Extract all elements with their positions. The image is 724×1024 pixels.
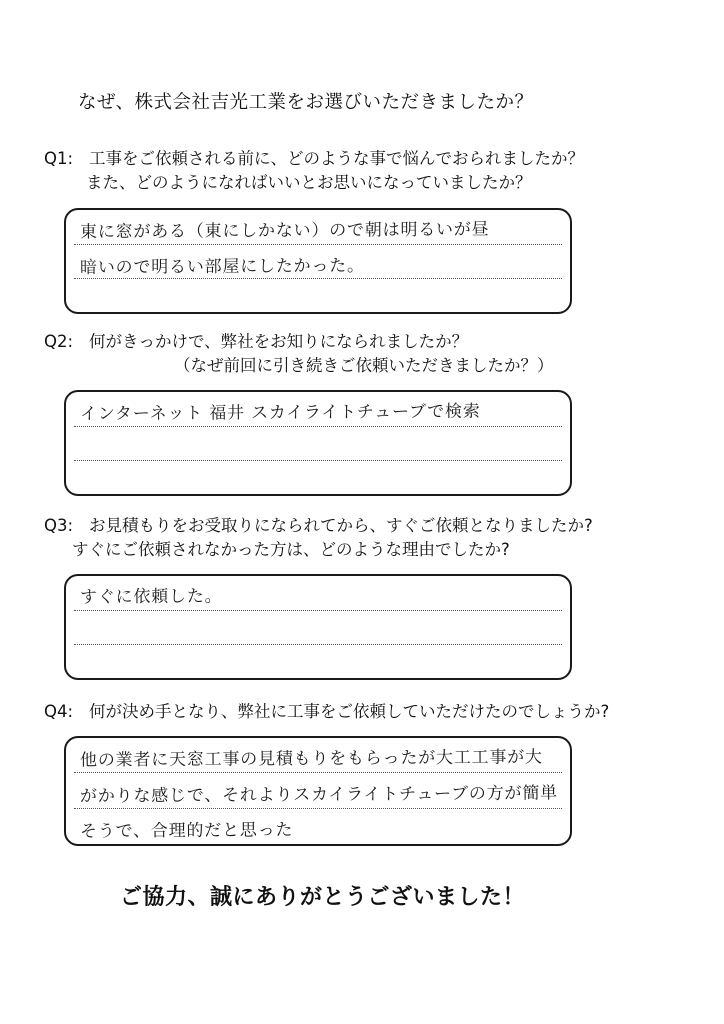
survey-title: なぜ、株式会社吉光工業をお選びいただきましたか？ xyxy=(78,92,534,113)
question-2-line2: （なぜ前回に引き続きご依頼いただきましたか？） xyxy=(174,356,554,375)
question-4-label: Q4: xyxy=(44,702,74,721)
question-1-line2: また、どのようになればいいとお思いになっていましたか？ xyxy=(86,173,532,192)
answer-rule xyxy=(74,808,562,809)
answer-1-line2: 暗いので明るい部屋にしたかった。 xyxy=(79,256,365,278)
answer-box-1 xyxy=(64,208,572,314)
question-3-line1: お見積もりをお受取りになられてから、すぐご依頼となりましたか? xyxy=(89,516,593,535)
question-2-line1: 何がきっかけで、弊社をお知りになられましたか？ xyxy=(89,332,469,351)
answer-1-line1: 東に窓がある（東にしかない）ので朝は明るいが昼 xyxy=(79,219,490,243)
answer-box-4 xyxy=(64,736,572,846)
question-1-line1: 工事をご依頼される前に、どのような事で悩んでおられましたか？ xyxy=(89,149,584,168)
answer-rule xyxy=(74,426,562,427)
question-2 xyxy=(44,330,554,378)
answer-box-2 xyxy=(64,390,572,496)
answer-rule xyxy=(74,772,562,773)
answer-rule xyxy=(74,610,562,611)
question-3-label: Q3: xyxy=(44,516,74,535)
answer-4-line2: がかりな感じで、それよりスカイライトチューブの方が簡単 xyxy=(79,783,558,807)
question-3-line2: すぐにご依頼されなかった方は、どのような理由でしたか? xyxy=(72,540,510,559)
answer-box-3 xyxy=(64,574,572,680)
question-1-label: Q1: xyxy=(44,149,74,168)
question-1 xyxy=(44,147,584,195)
answer-3-line1: すぐに依頼した。 xyxy=(79,586,223,608)
answer-rule xyxy=(74,278,562,279)
thanks-message: ご協力、誠にありがとうございました！ xyxy=(120,885,526,910)
answer-2-line1: インターネット 福井 スカイライトチューブで検索 xyxy=(79,401,481,425)
question-4 xyxy=(44,700,609,724)
question-3 xyxy=(44,514,593,562)
question-4-line1: 何が決め手となり、弊社に工事をご依頼していただけたのでしょうか? xyxy=(89,702,610,721)
answer-rule xyxy=(74,644,562,645)
answer-4-line3: そうで、合理的だと思った xyxy=(79,820,294,842)
answer-rule xyxy=(74,460,562,461)
answer-4-line1: 他の業者に天窓工事の見積もりをもらったが大工工事が大 xyxy=(79,747,543,771)
question-2-label: Q2: xyxy=(44,332,74,351)
answer-rule xyxy=(74,244,562,245)
